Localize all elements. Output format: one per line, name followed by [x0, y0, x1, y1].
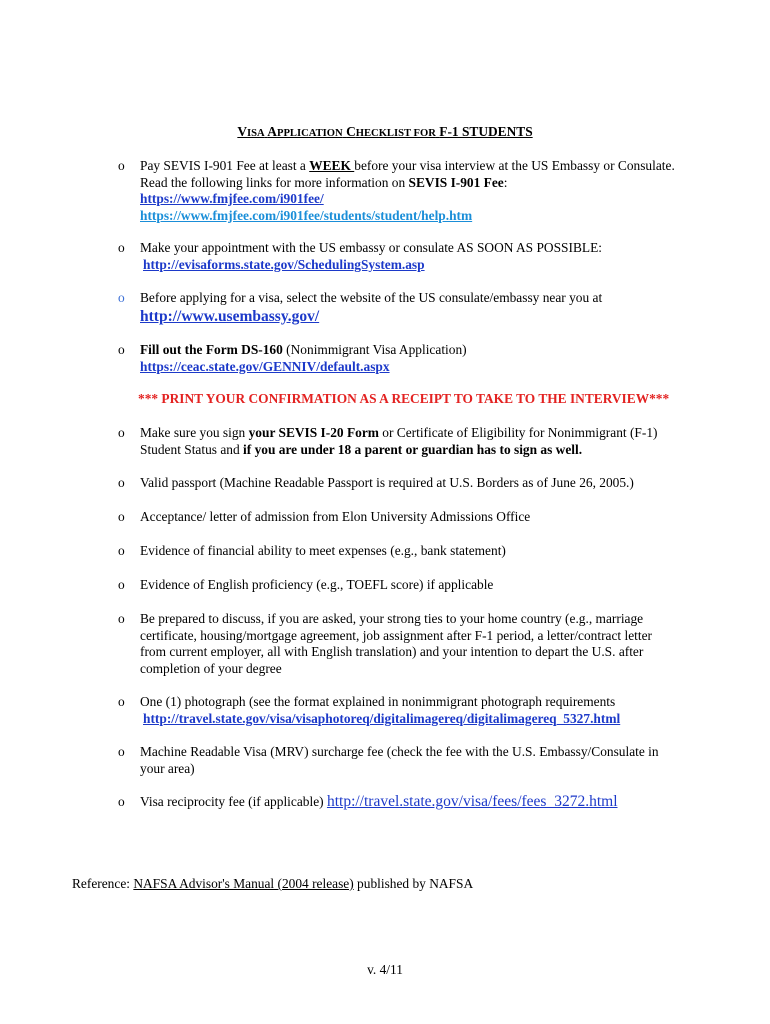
- item-line: Pay SEVIS I-901 Fee at least a WEEK before your visa interview at the US Embassy or Consulate.: [140, 158, 675, 173]
- list-bullet: o: [118, 342, 125, 357]
- item-line: Make sure you sign your SEVIS I-20 Form or Certificate of Eligibility for Nonimmigrant (F-1): [140, 425, 658, 440]
- item-line: Machine Readable Visa (MRV) surcharge fee (check the fee with the U.S. Embassy/Consulate in: [140, 744, 659, 759]
- page-title: VISA APPLICATION CHECKLIST FOR F-1 STUDENTS: [237, 124, 533, 139]
- item-line: your area): [140, 760, 195, 776]
- item-text: One (1) photograph (see the format explained in nonimmigrant photograph requirements: [140, 694, 616, 709]
- item-text: Valid passport (Machine Readable Passport is required at U.S. Borders as of June 26, 2005.): [140, 475, 634, 490]
- list-bullet: o: [118, 158, 125, 173]
- item-text: Before applying for a visa, select the website of the US consulate/embassy near you at: [140, 290, 603, 305]
- item-text: Acceptance/ letter of admission from Elon University Admissions Office: [140, 509, 531, 524]
- item-line: Fill out the Form DS-160 (Nonimmigrant Visa Application): [140, 342, 467, 357]
- item-line: Visa reciprocity fee (if applicable) http://travel.state.gov/visa/fees/fees_3272.html: [140, 793, 618, 810]
- link-photo-requirements[interactable]: http://travel.state.gov/visa/visaphotoreq/digitalimagereq/digitalimagereq_5327.html: [143, 710, 621, 726]
- item-line: Student Status and if you are under 18 a parent or guardian has to sign as well.: [140, 441, 583, 457]
- reference-line: Reference: NAFSA Advisor's Manual (2004 release) published by NAFSA: [72, 876, 474, 891]
- list-bullet: o: [118, 425, 125, 440]
- list-bullet: o: [118, 611, 125, 626]
- link-reciprocity-fees[interactable]: http://travel.state.gov/visa/fees/fees_3272.html: [326, 793, 618, 810]
- link-fmjfee[interactable]: https://www.fmjfee.com/i901fee/: [140, 191, 324, 206]
- link-usembassy[interactable]: http://www.usembassy.gov/: [140, 307, 320, 325]
- print-confirmation-notice: *** PRINT YOUR CONFIRMATION AS A RECEIPT TO TAKE TO THE INTERVIEW***: [138, 391, 670, 406]
- item-text: Make your appointment with the US embassy or consulate AS SOON AS POSSIBLE:: [140, 240, 602, 255]
- reference-source: NAFSA Advisor's Manual (2004 release): [133, 876, 354, 891]
- item-text: Evidence of English proficiency (e.g., TOEFL score) if applicable: [140, 577, 494, 592]
- list-bullet: o: [118, 543, 125, 558]
- item-text: Evidence of financial ability to meet expenses (e.g., bank statement): [140, 543, 506, 558]
- list-bullet: o: [118, 794, 125, 809]
- list-bullet: o: [118, 577, 125, 592]
- item-line: completion of your degree: [140, 660, 282, 676]
- link-ceac[interactable]: https://ceac.state.gov/GENNIV/default.aspx: [140, 358, 390, 374]
- item-line: certificate, housing/mortgage agreement, job assignment after F-1 period, a letter/contract letter: [140, 627, 652, 643]
- item-line: Be prepared to discuss, if you are asked, your strong ties to your home country (e.g., marriage: [140, 611, 644, 626]
- list-bullet: o: [118, 290, 125, 305]
- link-scheduling-system[interactable]: http://evisaforms.state.gov/SchedulingSystem.asp: [143, 256, 425, 272]
- list-bullet: o: [118, 744, 125, 759]
- link-fmjfee-help[interactable]: https://www.fmjfee.com/i901fee/students/student/help.htm: [140, 207, 473, 223]
- emphasis-week: WEEK: [309, 158, 355, 173]
- list-bullet: o: [118, 475, 125, 490]
- version-label: v. 4/11: [367, 962, 403, 977]
- list-bullet: o: [118, 240, 125, 255]
- list-bullet: o: [118, 694, 125, 709]
- item-line: from current employer, all with English translation) and your intention to depart the U.S. after: [140, 644, 644, 659]
- list-bullet: o: [118, 509, 125, 524]
- item-line: Read the following links for more information on SEVIS I-901 Fee:: [140, 174, 508, 190]
